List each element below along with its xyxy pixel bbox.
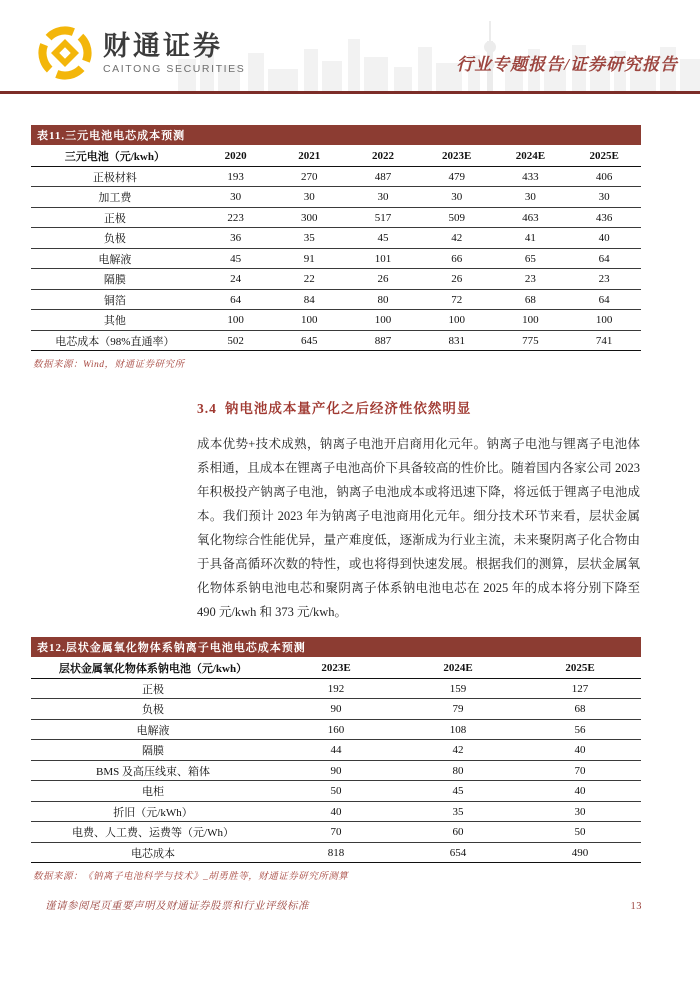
cell-value: 23 bbox=[494, 269, 568, 290]
table-row bbox=[31, 801, 641, 822]
table11-source-note: 数据来源：Wind，财通证券研究所 bbox=[33, 360, 185, 370]
row-label: 隔膜 bbox=[31, 740, 275, 761]
cell-value: 70 bbox=[519, 760, 641, 781]
cell-value: 223 bbox=[199, 207, 273, 228]
cell-value: 433 bbox=[494, 166, 568, 187]
cell-value: 487 bbox=[346, 166, 420, 187]
table-row bbox=[31, 740, 641, 761]
row-label: 电解液 bbox=[31, 719, 275, 740]
table-row bbox=[31, 310, 641, 331]
cell-value: 26 bbox=[346, 269, 420, 290]
cell-value: 40 bbox=[275, 801, 397, 822]
cell-value: 887 bbox=[346, 330, 420, 351]
cell-value: 406 bbox=[567, 166, 641, 187]
section-3-4 bbox=[197, 397, 640, 624]
row-label: 铜箔 bbox=[31, 289, 199, 310]
page-footer bbox=[45, 898, 642, 913]
cell-value: 91 bbox=[272, 248, 346, 269]
cell-value: 741 bbox=[567, 330, 641, 351]
page-header bbox=[0, 0, 700, 94]
table12-source-note: 数据来源：《钠离子电池科学与技术》_胡勇胜等，财通证券研究所测算 bbox=[33, 872, 349, 882]
cell-value: 45 bbox=[397, 781, 519, 802]
row-label: 电费、人工费、运费等（元/Wh） bbox=[31, 822, 275, 843]
row-label: 正极 bbox=[31, 207, 199, 228]
section-heading bbox=[197, 397, 640, 417]
table-row bbox=[31, 699, 641, 720]
cell-value: 517 bbox=[346, 207, 420, 228]
cell-value: 270 bbox=[272, 166, 346, 187]
caitong-logo bbox=[38, 26, 245, 80]
table-row bbox=[31, 269, 641, 290]
cell-value: 479 bbox=[420, 166, 494, 187]
cell-value: 35 bbox=[272, 228, 346, 249]
table-row bbox=[31, 187, 641, 208]
cell-value: 79 bbox=[397, 699, 519, 720]
row-label: 正极材料 bbox=[31, 166, 199, 187]
column-header: 2020 bbox=[199, 145, 273, 166]
cell-value: 36 bbox=[199, 228, 273, 249]
table-row bbox=[31, 228, 641, 249]
row-label: BMS 及高压线束、箱体 bbox=[31, 760, 275, 781]
row-label: 电柜 bbox=[31, 781, 275, 802]
table-row bbox=[31, 207, 641, 228]
cell-value: 831 bbox=[420, 330, 494, 351]
cell-value: 40 bbox=[519, 740, 641, 761]
cell-value: 30 bbox=[199, 187, 273, 208]
row-label: 负极 bbox=[31, 699, 275, 720]
cell-value: 100 bbox=[420, 310, 494, 331]
table-row bbox=[31, 248, 641, 269]
column-header: 2021 bbox=[272, 145, 346, 166]
column-header: 2025E bbox=[567, 145, 641, 166]
row-label: 电芯成本（98%直通率） bbox=[31, 330, 199, 351]
cell-value: 56 bbox=[519, 719, 641, 740]
cell-value: 42 bbox=[420, 228, 494, 249]
column-header: 2023E bbox=[275, 657, 397, 678]
row-label: 负极 bbox=[31, 228, 199, 249]
table-row bbox=[31, 719, 641, 740]
row-label: 正极 bbox=[31, 678, 275, 699]
cell-value: 100 bbox=[567, 310, 641, 331]
cell-value: 68 bbox=[519, 699, 641, 720]
cell-value: 192 bbox=[275, 678, 397, 699]
table11-title-banner: 表11.三元电池电芯成本预测 bbox=[31, 125, 641, 145]
cell-value: 50 bbox=[275, 781, 397, 802]
table12-block bbox=[31, 637, 641, 882]
cell-value: 127 bbox=[519, 678, 641, 699]
column-header: 2024E bbox=[397, 657, 519, 678]
cell-value: 193 bbox=[199, 166, 273, 187]
row-label: 电芯成本 bbox=[31, 842, 275, 863]
cell-value: 40 bbox=[519, 781, 641, 802]
row-label: 加工费 bbox=[31, 187, 199, 208]
column-header: 2025E bbox=[519, 657, 641, 678]
table-row bbox=[31, 330, 641, 351]
column-header: 层状金属氧化物体系钠电池（元/kwh） bbox=[31, 657, 275, 678]
cell-value: 654 bbox=[397, 842, 519, 863]
logo-text bbox=[103, 31, 245, 75]
cell-value: 26 bbox=[420, 269, 494, 290]
cell-value: 30 bbox=[519, 801, 641, 822]
cell-value: 64 bbox=[567, 248, 641, 269]
cell-value: 463 bbox=[494, 207, 568, 228]
cell-value: 45 bbox=[346, 228, 420, 249]
cell-value: 101 bbox=[346, 248, 420, 269]
cell-value: 30 bbox=[420, 187, 494, 208]
table-row bbox=[31, 166, 641, 187]
cell-value: 100 bbox=[346, 310, 420, 331]
cell-value: 68 bbox=[494, 289, 568, 310]
table12 bbox=[31, 657, 641, 863]
table-row bbox=[31, 760, 641, 781]
cell-value: 30 bbox=[346, 187, 420, 208]
cell-value: 42 bbox=[397, 740, 519, 761]
column-header: 2023E bbox=[420, 145, 494, 166]
cell-value: 160 bbox=[275, 719, 397, 740]
cell-value: 90 bbox=[275, 760, 397, 781]
column-header: 2024E bbox=[494, 145, 568, 166]
row-label: 其他 bbox=[31, 310, 199, 331]
cell-value: 30 bbox=[494, 187, 568, 208]
cell-value: 70 bbox=[275, 822, 397, 843]
cell-value: 45 bbox=[199, 248, 273, 269]
cell-value: 300 bbox=[272, 207, 346, 228]
cell-value: 100 bbox=[199, 310, 273, 331]
cell-value: 50 bbox=[519, 822, 641, 843]
table-row bbox=[31, 781, 641, 802]
cell-value: 35 bbox=[397, 801, 519, 822]
cell-value: 84 bbox=[272, 289, 346, 310]
table11 bbox=[31, 145, 641, 351]
table-row bbox=[31, 822, 641, 843]
cell-value: 41 bbox=[494, 228, 568, 249]
cell-value: 30 bbox=[272, 187, 346, 208]
cell-value: 436 bbox=[567, 207, 641, 228]
cell-value: 23 bbox=[567, 269, 641, 290]
cell-value: 80 bbox=[397, 760, 519, 781]
cell-value: 818 bbox=[275, 842, 397, 863]
cell-value: 509 bbox=[420, 207, 494, 228]
cell-value: 30 bbox=[567, 187, 641, 208]
cell-value: 24 bbox=[199, 269, 273, 290]
cell-value: 775 bbox=[494, 330, 568, 351]
cell-value: 60 bbox=[397, 822, 519, 843]
cell-value: 40 bbox=[567, 228, 641, 249]
page-number: 13 bbox=[630, 901, 642, 912]
cell-value: 100 bbox=[494, 310, 568, 331]
table-row bbox=[31, 289, 641, 310]
brand-name-en: CAITONG SECURITIES bbox=[103, 63, 246, 75]
cell-value: 645 bbox=[272, 330, 346, 351]
cell-value: 66 bbox=[420, 248, 494, 269]
cell-value: 65 bbox=[494, 248, 568, 269]
cell-value: 90 bbox=[275, 699, 397, 720]
header-row bbox=[31, 657, 641, 678]
column-header: 2022 bbox=[346, 145, 420, 166]
section-paragraph: 成本优势+技术成熟，钠离子电池开启商用化元年。钠离子电池与锂离子电池体系相通，且成本在锂离子电池高价下具备较高的性价比。随着国内各家公司 2023 年积极投产钠离子电池，钠离子电池成本或将迅速下降，将远低于锂离子电池成本。我们预计 2023 年为钠离子电池商用化元年。细分技术环节来看，层状金属氧化物综合性能优异，量产难度低，逐渐成为行业主流，未来聚阴离子化合物由于具备高循环次数的特性，或也将得到快速发展。根据我们的测算，层状金属氧化物体系钠电池电芯和聚阴离子体系钠电池电芯在 2025 年的成本将分别下降至 490 元/kwh 和 373 元/kwh。 bbox=[197, 437, 640, 619]
footer-disclaimer: 谨请参阅尾页重要声明及财通证券股票和行业评级标准 bbox=[45, 901, 309, 912]
cell-value: 72 bbox=[420, 289, 494, 310]
cell-value: 22 bbox=[272, 269, 346, 290]
cell-value: 80 bbox=[346, 289, 420, 310]
cell-value: 159 bbox=[397, 678, 519, 699]
table-row bbox=[31, 678, 641, 699]
row-label: 折旧（元/kWh） bbox=[31, 801, 275, 822]
table-row bbox=[31, 842, 641, 863]
cell-value: 108 bbox=[397, 719, 519, 740]
section-title: 钠电池成本量产化之后经济性依然明显 bbox=[224, 401, 472, 416]
cell-value: 490 bbox=[519, 842, 641, 863]
brand-name-cn: 财通证券 bbox=[103, 31, 223, 61]
cell-value: 64 bbox=[199, 289, 273, 310]
section-number: 3.4 bbox=[197, 401, 217, 416]
report-type-label: 行业专题报告/证券研究报告 bbox=[456, 55, 678, 74]
header-row bbox=[31, 145, 641, 166]
cell-value: 64 bbox=[567, 289, 641, 310]
cell-value: 100 bbox=[272, 310, 346, 331]
table12-title-banner: 表12.层状金属氧化物体系钠离子电池电芯成本预测 bbox=[31, 637, 641, 657]
row-label: 电解液 bbox=[31, 248, 199, 269]
table11-block bbox=[31, 125, 641, 370]
cell-value: 502 bbox=[199, 330, 273, 351]
row-label: 隔膜 bbox=[31, 269, 199, 290]
cell-value: 44 bbox=[275, 740, 397, 761]
column-header: 三元电池（元/kwh） bbox=[31, 145, 199, 166]
caitong-emblem-icon bbox=[38, 26, 92, 80]
